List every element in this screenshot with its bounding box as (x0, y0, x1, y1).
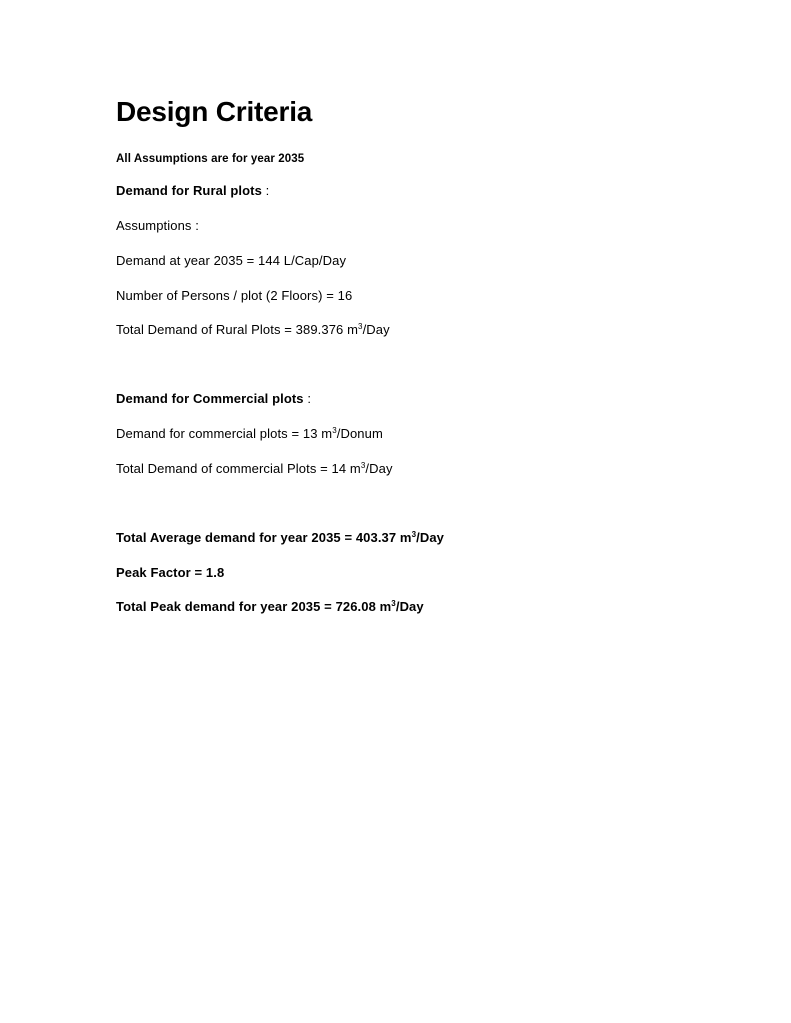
rural-persons: Number of Persons / plot (2 Floors) = 16 (116, 288, 353, 303)
commercial-heading-line (116, 391, 311, 407)
total-average-prefix: Total Average demand for year 2035 = 403.37 m (116, 530, 412, 545)
rural-assumptions: Assumptions : (116, 218, 199, 233)
commercial-demand-prefix: Demand for commercial plots = 13 m (116, 426, 333, 441)
rural-heading-line (116, 183, 269, 199)
total-peak-sup: 3 (391, 599, 396, 608)
rural-demand-year: Demand at year 2035 = 144 L/Cap/Day (116, 253, 347, 268)
rural-total-suffix: /Day (362, 322, 390, 337)
rural-total-sup: 3 (358, 322, 363, 331)
total-average-suffix: /Day (416, 530, 445, 545)
commercial-total-demand (116, 461, 393, 477)
page-title: Design Criteria (116, 96, 313, 127)
commercial-heading: Demand for Commercial plots (116, 391, 304, 406)
commercial-total-prefix: Total Demand of commercial Plots = 14 m (116, 461, 361, 476)
commercial-demand (116, 426, 383, 442)
rural-total-prefix: Total Demand of Rural Plots = 389.376 m (116, 322, 359, 337)
total-average-demand (116, 530, 444, 546)
total-peak-prefix: Total Peak demand for year 2035 = 726.08 m (116, 599, 392, 614)
commercial-heading-suffix: : (303, 391, 312, 406)
commercial-total-suffix: /Day (365, 461, 393, 476)
subtitle: All Assumptions are for year 2035 (116, 153, 305, 165)
commercial-demand-sup: 3 (332, 426, 337, 435)
commercial-total-sup: 3 (360, 461, 366, 470)
peak-factor: Peak Factor = 1.8 (116, 565, 225, 580)
total-peak-demand (116, 599, 424, 615)
rural-heading-suffix: : (261, 183, 270, 198)
commercial-demand-suffix: /Donum (336, 426, 383, 441)
rural-heading: Demand for Rural plots (116, 183, 262, 198)
total-peak-suffix: /Day (395, 599, 424, 614)
total-average-sup: 3 (411, 530, 417, 539)
rural-total-demand (116, 322, 390, 338)
